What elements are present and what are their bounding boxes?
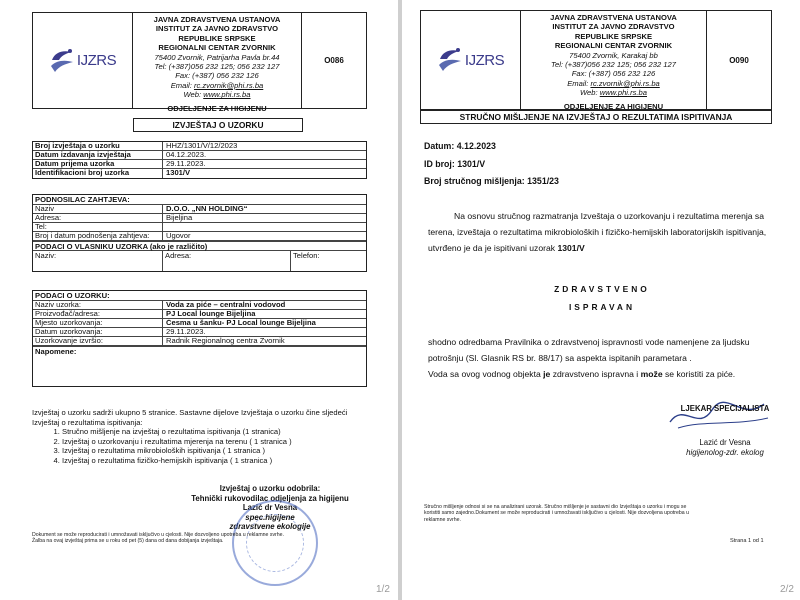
owner-row	[33, 251, 366, 271]
list-item: 2. Izvještaj o uzorkovanju i rezultatima mjerenja na terenu ( 1 stranica )	[62, 437, 382, 447]
row-label: Adresa:	[33, 214, 163, 222]
institute-line2: INSTITUT ZA JAVNO ZDRAVSTVO	[155, 24, 279, 34]
table-row	[33, 205, 366, 214]
para2c-mid: zdravstveno ispravna i	[552, 369, 639, 379]
institute-line3: REPUBLIKE SRPSKE	[178, 33, 256, 43]
row-value: Voda za piće – centralni vodovod	[166, 301, 286, 309]
notes-label: Napomene:	[33, 346, 366, 386]
address: 75400 Zvornik, Patrijarha Pavla br.44	[154, 52, 280, 62]
web-link[interactable]: www.phi.rs.ba	[203, 90, 251, 100]
owner-naziv: Naziv:	[33, 251, 163, 271]
email-link[interactable]: rc.zvornik@phi.rs.ba	[590, 78, 660, 88]
report-title: IZVJEŠTAJ O UZORKU	[133, 118, 303, 132]
footnote-right	[424, 504, 784, 523]
row-value: Bijeljina	[166, 214, 193, 222]
institute-info	[133, 13, 302, 113]
list-item: 4. Izvještaj o rezultatima fizičko-hemijskih ispitivanja ( 1 stranica )	[62, 456, 382, 466]
row-label: Uzorkovanje izvršio:	[33, 337, 163, 345]
row-value: HHZ/1301/V/12/2023	[166, 142, 238, 150]
para2c-post: se koristiti za piće.	[664, 369, 736, 379]
sign-line4: spec.higijene	[245, 512, 295, 522]
page-label: Strana 1 od 1	[730, 538, 764, 544]
footnote-left	[32, 532, 332, 545]
opinion-paragraph1	[428, 208, 788, 256]
logo-cell	[421, 11, 521, 109]
applicant-header: PODNOSILAC ZAHTJEVA:	[33, 195, 366, 205]
para2-line-a: shodno odredbama Pravilnika o zdravstvenoj ispravnosti vode namenjene za ljudsku	[428, 337, 750, 347]
email-link[interactable]: rc.zvornik@phi.rs.ba	[193, 80, 264, 90]
table-row	[33, 328, 366, 337]
para2c-bold1: je	[543, 369, 551, 379]
row-label: Datum izdavanja izvještaja	[33, 151, 163, 159]
list-item: 1. Stručno mišljenje na izvještaj o rezultatima ispitivanja (1 stranica)	[62, 427, 382, 437]
header-table-left	[32, 12, 367, 113]
institute-line1: JAVNA ZDRAVSTVENA USTANOVA	[153, 15, 281, 24]
list-item: 3. Izvještaj o rezultatima mikrobioloških ispitivanja ( 1 stranica )	[62, 446, 382, 456]
web-link[interactable]: www.phi.rs.ba	[599, 88, 647, 98]
sign-line2: Tehnički rukovodilac odjeljenja za higijenu	[191, 493, 349, 503]
institute-line2: INSTITUT ZA JAVNO ZDRAVSTVO	[552, 22, 675, 32]
row-label: Datum uzorkovanja:	[33, 328, 163, 336]
sample-info-table	[32, 141, 367, 179]
report-page-left	[0, 0, 398, 600]
report-contents	[32, 408, 382, 466]
header-table-right	[420, 10, 772, 110]
table-row	[33, 337, 366, 346]
contents-list	[62, 427, 382, 465]
row-label: Datum prijema uzorka	[33, 160, 163, 168]
logo-text: IJZRS	[76, 52, 117, 69]
tel: Tel: (+387)056 232 125; 056 232 127	[154, 62, 280, 72]
institute-line4: REGIONALNI CENTAR ZVORNIK	[158, 43, 276, 53]
owner-adresa: Adresa:	[163, 251, 291, 271]
table-row	[33, 232, 366, 241]
verdict-line2: ISPRAVAN	[568, 302, 636, 312]
sign-title: LJEKAR SPECIJALISTA	[680, 404, 770, 413]
web-label: Web:	[183, 90, 202, 100]
row-label: Identifikacioni broj uzorka	[33, 169, 163, 178]
footnote1: Stručno mišljenje odnosi si se na analizirani uzorak. Stručno mišljenje je sastavni dio Izvještaja o uzorku i mogu se	[424, 504, 687, 510]
contents-para2: Izvještaj o rezultatima ispitivanja:	[32, 417, 143, 427]
web-line	[521, 88, 706, 97]
table-row	[33, 169, 366, 178]
bird-logo-icon	[437, 45, 463, 75]
row-value: Radnik Regionalnog centra Zvornik	[166, 337, 285, 345]
row-value	[163, 223, 366, 231]
institute-info	[521, 11, 707, 109]
footnote2: koristiti samo zajedno.Dokument se može reproducirati i umnožavati isključivo u cjelosti. Nije dozvoljena upotreba u	[424, 510, 689, 517]
sample-data-table	[32, 290, 367, 387]
email-label: Email:	[567, 78, 589, 88]
row-value: PJ Local lounge Bijeljina	[166, 310, 256, 318]
fax: Fax: (+387) 056 232 126	[175, 71, 259, 81]
row-value: 1301/V	[166, 169, 191, 177]
row-value: Ugovor	[166, 232, 191, 240]
para1-line-c	[428, 240, 788, 256]
row-label: Broj i datum podnošenja zahtjeva:	[33, 232, 163, 240]
row-label: Naziv uzorka:	[33, 301, 163, 309]
para2-line-c	[428, 366, 793, 382]
para2c-pre: Voda sa ovog vodnog objekta	[428, 369, 541, 379]
para1-line-a: Na osnovu stručnog razmatranja Izveštaja o uzorkovanju i rezultatima merenja sa	[454, 211, 765, 221]
footnote2: Žalba na ovaj izvještaj prima se u roku od pet (5) dana od dana dobijanja izvještaja.	[32, 538, 224, 545]
web-label: Web:	[580, 88, 598, 98]
department: ODJELJENJE ZA HIGIJENU	[167, 103, 267, 113]
owner-header: PODACI O VLASNIKU UZORKA (ako je različito)	[33, 241, 366, 251]
logo-text: IJZRS	[464, 51, 505, 69]
row-label: Naziv	[33, 205, 163, 213]
institute-line1: JAVNA ZDRAVSTVENA USTANOVA	[550, 13, 677, 22]
opinion-title: STRUČNO MIŠLJENJE NA IZVJEŠTAJ O REZULTATIMA ISPITIVANJA	[420, 110, 772, 124]
ijzrs-logo	[437, 45, 504, 75]
tel: Tel: (+387)056 232 125; 056 232 127	[551, 60, 676, 70]
table-row	[33, 319, 366, 328]
email-label: Email:	[170, 80, 192, 90]
para2c-bold2: može	[640, 369, 663, 379]
form-code: O086	[324, 56, 344, 65]
opinion-number: Broj stručnog mišljenja: 1351/23	[424, 176, 559, 186]
table-row	[33, 151, 366, 160]
para1c-text: utvrđeno je da je ispitivani uzorak	[428, 243, 556, 253]
institute-line4: REGIONALNI CENTAR ZVORNIK	[554, 41, 673, 51]
address: 75400 Zvornik, Karakaj bb	[569, 50, 658, 60]
row-label: Tel:	[33, 223, 163, 231]
specialist-signature	[660, 404, 790, 458]
ijzrs-logo	[49, 46, 116, 76]
sign-line1: Izvještaj o uzorku odobrila:	[219, 484, 321, 493]
row-value: 29.11.2023.	[166, 328, 206, 336]
contents-para1: Izvještaj o uzorku sadrži ukupno 5 stranice. Sastavne dijelove Izvještaja o uzorku čine sljedeći	[32, 408, 348, 417]
footnote1: Dokument se može reproducirati i umnožavati isključivo u cjelosti. Nije dozvoljeno upotreba u reklamne svrhe.	[32, 532, 284, 538]
table-row	[33, 160, 366, 169]
row-value: Česma u šanku- PJ Local lounge Bijeljina	[166, 319, 316, 327]
logo-cell	[33, 13, 133, 108]
form-code: O090	[729, 55, 749, 65]
table-row	[33, 142, 366, 151]
page-number-left: 1/2	[376, 584, 390, 595]
sign-role: higijenolog-zdr. ekolog	[686, 448, 764, 457]
row-value: 04.12.2023.	[166, 151, 207, 159]
sample-data-header: PODACI O UZORKU:	[33, 291, 366, 301]
fax: Fax: (+387) 056 232 126	[571, 69, 656, 79]
opinion-meta	[424, 138, 559, 191]
opinion-paragraph2	[428, 334, 793, 382]
report-page-right	[402, 0, 800, 600]
department: ODJELJENJE ZA HIGIJENU	[563, 101, 664, 111]
sign-name: Lazić dr Vesna	[699, 438, 751, 447]
table-row	[33, 301, 366, 310]
web-line	[133, 90, 301, 99]
table-row	[33, 310, 366, 319]
verdict-line1: ZDRAVSTVENO	[554, 284, 650, 294]
owner-telefon: Telefon:	[293, 251, 320, 260]
sign-line3: Lazić dr Vesna	[242, 503, 298, 513]
email-line	[133, 81, 301, 90]
footnote3: reklamne svrhe.	[424, 516, 461, 523]
row-value: D.O.O. „NN HOLDING“	[166, 205, 248, 213]
bird-logo-icon	[49, 46, 75, 76]
page-number-right: 2/2	[780, 584, 794, 595]
row-value: 29.11.2023.	[166, 160, 206, 168]
applicant-table	[32, 194, 367, 272]
sample-id-bold: 1301/V	[557, 243, 585, 253]
para1-line-b: terena, izveštaja o rezultatima mikrobioloških i fizičko-hemijskih laboratorijskih ispitivanja,	[428, 227, 767, 237]
table-row	[33, 214, 366, 223]
email-line	[521, 79, 706, 88]
row-label: Proizvođač/adresa:	[33, 310, 163, 318]
opinion-date: Datum: 4.12.2023	[424, 141, 496, 151]
opinion-id: ID broj: 1301/V	[424, 158, 486, 169]
para2-line-b: potrošnju (Sl. Glasnik RS br. 88/17) sa aspekta ispitanih parametara .	[428, 353, 692, 363]
row-label: Broj izvještaja o uzorku	[33, 142, 163, 150]
institute-line3: REPUBLIKE SRPSKE	[574, 31, 653, 41]
sign-line5: zdravstvene ekologije	[229, 522, 311, 532]
table-row	[33, 223, 366, 232]
row-label: Mjesto uzorkovanja:	[33, 319, 163, 327]
